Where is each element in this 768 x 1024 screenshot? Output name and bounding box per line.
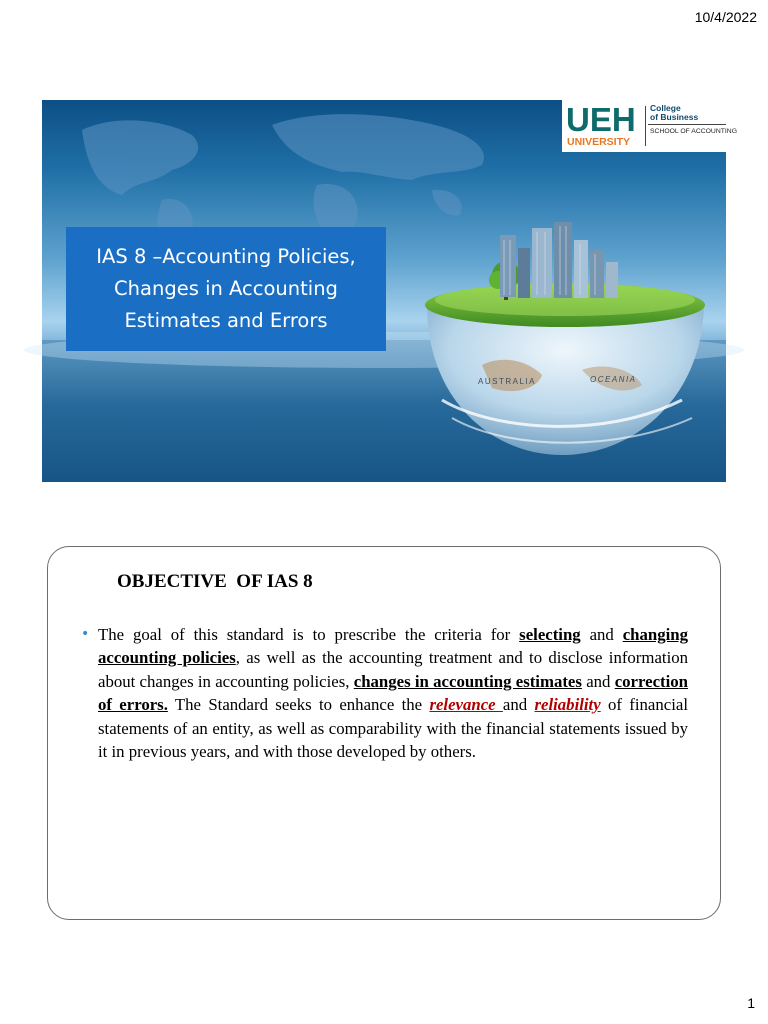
objective-slide xyxy=(47,546,721,920)
text-segment: and xyxy=(502,695,535,715)
text-segment: The Standard seeks to enhance the xyxy=(167,695,430,715)
ueh-logo xyxy=(562,100,737,152)
oceania-map-label: OCEANIA xyxy=(590,375,637,384)
objective-heading: OBJECTIVE OF IAS 8 xyxy=(117,571,313,592)
page-number: 1 xyxy=(747,995,755,1011)
title-slide xyxy=(42,100,737,482)
text-segment: and xyxy=(581,671,615,691)
text-segment: , as well as the accounting treatment and to disclose information about changes in accounting policies, xyxy=(98,648,689,691)
date-label: 10/4/2022 xyxy=(694,9,757,25)
logo-college xyxy=(650,104,698,122)
keyword-changing-accounting-policies: changing accounting policies xyxy=(98,625,688,668)
slide-title: IAS 8 –Accounting Policies, Changes in Accounting Estimates and Errors xyxy=(96,245,356,332)
keyword-reliability: reliability xyxy=(534,695,601,715)
keyword-relevance: relevance xyxy=(429,695,503,715)
australia-map-label: AUSTRALIA xyxy=(478,377,536,386)
objective-text xyxy=(98,623,688,763)
logo-rule xyxy=(648,124,726,125)
text-segment: of financial statements of an entity, as well as comparability with the financial statements issued by it in previous years, and with those developed by others. xyxy=(98,695,688,762)
logo-college-line2: of Business xyxy=(650,112,699,122)
logo-college-line1: College xyxy=(650,103,681,113)
keyword-correction-of-errors: correction of errors. xyxy=(98,671,689,715)
keyword-selecting: selecting xyxy=(519,625,581,644)
objective-bullet xyxy=(81,623,688,763)
slide-title-box xyxy=(66,227,386,351)
keyword-changes-in-accounting-estimates: changes in accounting estimates xyxy=(353,671,582,691)
text-segment: The goal of this standard is to prescribe the criteria for xyxy=(98,625,520,644)
text-segment: and xyxy=(580,625,623,644)
logo-subbrand: UNIVERSITY xyxy=(567,136,631,148)
logo-school: SCHOOL OF ACCOUNTING xyxy=(650,128,737,135)
logo-divider xyxy=(645,106,646,146)
bullet-icon: • xyxy=(81,626,90,642)
logo-brand: UEH xyxy=(566,101,636,138)
